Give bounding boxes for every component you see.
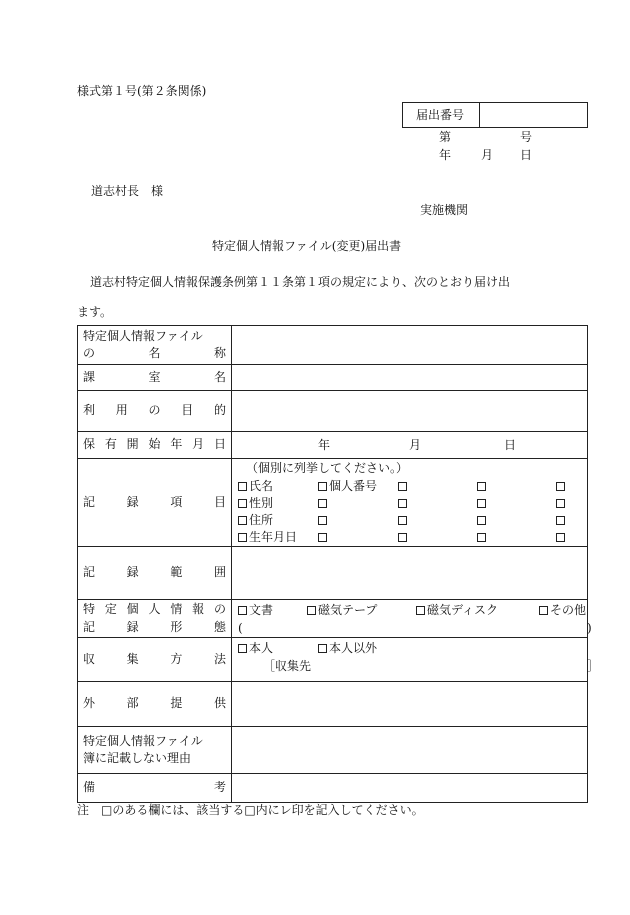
label-file-name xyxy=(78,326,232,365)
record-scope-field[interactable] xyxy=(232,547,588,600)
label-char: の xyxy=(213,602,226,617)
label-file-name-line1: 特定個人情報ファイル xyxy=(83,328,203,343)
checkbox-icon xyxy=(318,533,327,542)
record-item-address-checkbox[interactable] xyxy=(238,514,273,526)
record-item-checkbox[interactable] xyxy=(556,514,567,526)
record-items-note: （個別に列挙してください。） xyxy=(246,461,409,475)
checkbox-icon xyxy=(477,516,486,525)
external-field[interactable] xyxy=(232,682,588,727)
date-year: 年 xyxy=(439,148,452,162)
label-char: 開 xyxy=(126,437,139,452)
label-char: 始 xyxy=(148,437,161,452)
number-suffix: 号 xyxy=(520,130,533,144)
row-collection xyxy=(78,638,588,682)
record-item-label: 氏名 xyxy=(249,479,274,493)
record-item-checkbox[interactable] xyxy=(556,497,567,509)
label-external xyxy=(78,682,232,727)
label-char: の xyxy=(83,346,96,360)
label-char: 称 xyxy=(213,346,226,360)
label-char: 目 xyxy=(181,403,194,418)
label-char: の xyxy=(148,403,161,418)
record-item-name-checkbox[interactable] xyxy=(238,480,273,492)
label-char: 範 xyxy=(170,565,183,580)
checkbox-icon xyxy=(398,516,407,525)
label-char: 名 xyxy=(213,369,226,384)
checkbox-icon xyxy=(318,499,327,508)
intro-line-2: ます。 xyxy=(77,305,113,319)
record-item-checkbox[interactable] xyxy=(477,480,488,492)
record-item-checkbox[interactable] xyxy=(398,531,409,543)
receipt-number-box xyxy=(402,102,588,128)
checkbox-icon xyxy=(318,482,327,491)
checkbox-icon xyxy=(238,533,247,542)
label-purpose xyxy=(78,391,232,432)
label-char: 名 xyxy=(148,346,161,360)
label-char: 法 xyxy=(213,651,226,666)
record-item-checkbox[interactable] xyxy=(556,531,567,543)
collection-field xyxy=(232,638,600,682)
row-record-scope xyxy=(78,547,588,600)
checkbox-icon xyxy=(238,644,247,653)
record-item-checkbox[interactable] xyxy=(318,514,329,526)
option-label: 本人以外 xyxy=(329,641,378,655)
start-date-field[interactable] xyxy=(232,432,588,459)
label-char: 課 xyxy=(83,369,96,384)
label-start-date xyxy=(78,432,232,459)
no-record-reason-field[interactable] xyxy=(232,727,588,774)
label-char: 室 xyxy=(148,369,161,384)
collection-source-label: ［収集先 xyxy=(263,659,312,673)
record-item-checkbox[interactable] xyxy=(477,497,488,509)
collection-source-bracket-close: ］ xyxy=(587,659,600,673)
record-form-disk-checkbox[interactable] xyxy=(416,604,498,616)
date-day: 日 xyxy=(520,148,533,162)
intro-line-1: 道志村特定個人情報保護条例第１１条第１項の規定により、次のとおり届け出 xyxy=(90,275,511,289)
row-purpose xyxy=(78,391,588,432)
label-collection xyxy=(78,638,232,682)
label-char: 囲 xyxy=(213,565,226,580)
label-char: 記 xyxy=(83,565,96,580)
label-file-name-line2 xyxy=(83,345,226,362)
label-char: 用 xyxy=(115,403,128,418)
label-record-form xyxy=(78,600,232,638)
label-char: 情 xyxy=(170,602,183,617)
label-char: 記 xyxy=(83,619,96,634)
remarks-field[interactable] xyxy=(232,774,588,803)
record-items-field xyxy=(232,459,588,547)
checkbox-icon xyxy=(477,499,486,508)
row-section xyxy=(78,365,588,391)
option-label: 本人 xyxy=(249,641,274,655)
row-remarks xyxy=(78,774,588,803)
form-number: 様式第１号(第２条関係) xyxy=(77,84,207,98)
row-no-record-reason xyxy=(78,727,588,774)
record-item-checkbox[interactable] xyxy=(318,531,329,543)
record-item-checkbox[interactable] xyxy=(477,514,488,526)
record-item-label: 生年月日 xyxy=(249,530,298,544)
label-char: 録 xyxy=(126,494,139,509)
checkbox-icon xyxy=(416,606,425,615)
label-char: 月 xyxy=(192,437,205,452)
label-char: 提 xyxy=(170,696,183,711)
checkbox-icon xyxy=(556,533,565,542)
purpose-field[interactable] xyxy=(232,391,588,432)
row-record-items xyxy=(78,459,588,547)
collection-self-checkbox[interactable] xyxy=(238,642,273,654)
label-char: 特 xyxy=(83,602,96,617)
label-char: 項 xyxy=(170,494,183,509)
footnote: 注 □のある欄には、該当する□内にレ印を記入してください。 xyxy=(77,803,424,817)
addressee: 道志村長 様 xyxy=(91,184,164,198)
label-char: 保 xyxy=(83,437,96,452)
row-external xyxy=(78,682,588,727)
record-item-gender-checkbox[interactable] xyxy=(238,497,273,509)
label-no-record-reason-line1: 特定個人情報ファイル xyxy=(83,733,203,748)
label-section xyxy=(78,365,232,391)
label-char: 報 xyxy=(192,602,205,617)
record-form-document-checkbox[interactable] xyxy=(238,604,273,616)
implementer-label: 実施機関 xyxy=(420,203,469,217)
start-date-month: 月 xyxy=(409,438,422,452)
record-item-number-checkbox[interactable] xyxy=(318,480,377,492)
checkbox-icon xyxy=(477,533,486,542)
label-record-items xyxy=(78,459,232,547)
checkbox-icon xyxy=(539,606,548,615)
record-form-tape-checkbox[interactable] xyxy=(307,604,377,616)
checkbox-icon xyxy=(398,482,407,491)
label-char: 録 xyxy=(126,565,139,580)
label-char: 部 xyxy=(126,696,139,711)
label-char: 収 xyxy=(83,651,96,666)
start-date-day: 日 xyxy=(504,438,517,452)
record-item-checkbox[interactable] xyxy=(477,531,488,543)
checkbox-icon xyxy=(556,482,565,491)
label-char: 目 xyxy=(213,494,226,509)
row-file-name xyxy=(78,326,588,365)
record-form-paren-open: ( xyxy=(238,621,243,635)
checkbox-icon xyxy=(556,516,565,525)
date-month: 月 xyxy=(481,148,494,162)
row-start-date xyxy=(78,432,588,459)
checkbox-icon xyxy=(398,533,407,542)
collection-other-checkbox[interactable] xyxy=(318,642,377,654)
checkbox-icon xyxy=(238,482,247,491)
option-label: 文書 xyxy=(249,603,274,617)
start-date-year: 年 xyxy=(318,438,331,452)
label-char: 年 xyxy=(170,437,183,452)
label-char: 録 xyxy=(126,619,139,634)
label-remarks xyxy=(78,774,232,803)
record-form-field xyxy=(232,600,592,638)
record-item-checkbox[interactable] xyxy=(398,497,409,509)
record-item-checkbox[interactable] xyxy=(398,514,409,526)
label-char: 考 xyxy=(213,780,226,795)
label-char: 集 xyxy=(126,651,139,666)
checkbox-icon xyxy=(398,499,407,508)
checkbox-icon xyxy=(238,516,247,525)
option-label: 磁気テープ xyxy=(318,603,378,617)
document-title: 特定個人情報ファイル(変更)届出書 xyxy=(212,239,402,253)
label-record-scope xyxy=(78,547,232,600)
receipt-number-divider xyxy=(479,103,480,127)
label-char: 有 xyxy=(104,437,117,452)
record-item-label: 性別 xyxy=(249,496,274,510)
checkbox-icon xyxy=(556,499,565,508)
checkbox-icon xyxy=(238,606,247,615)
notification-form-table xyxy=(77,325,600,803)
option-label: その他 xyxy=(550,603,587,617)
label-char: 人 xyxy=(148,602,161,617)
label-no-record-reason-line2: 簿に記載しない理由 xyxy=(83,751,192,765)
label-char: 定 xyxy=(104,602,117,617)
label-char: 供 xyxy=(213,696,226,711)
record-item-birthdate-checkbox[interactable] xyxy=(238,531,297,543)
label-char: 記 xyxy=(83,494,96,509)
record-item-checkbox[interactable] xyxy=(556,480,567,492)
record-item-label: 個人番号 xyxy=(329,479,378,493)
option-label: 磁気ディスク xyxy=(427,603,499,617)
checkbox-icon xyxy=(318,516,327,525)
label-char: 方 xyxy=(170,651,183,666)
label-char: 形 xyxy=(170,619,183,634)
record-item-checkbox[interactable] xyxy=(398,480,409,492)
label-char: 的 xyxy=(213,403,226,418)
checkbox-icon xyxy=(307,606,316,615)
label-char: 外 xyxy=(83,696,96,711)
record-item-checkbox[interactable] xyxy=(318,497,329,509)
label-char: 利 xyxy=(83,403,96,418)
label-char: 個 xyxy=(126,602,139,617)
row-record-form xyxy=(78,600,588,638)
checkbox-icon xyxy=(238,499,247,508)
label-no-record-reason xyxy=(78,727,232,774)
label-char: 日 xyxy=(213,437,226,452)
label-char: 態 xyxy=(213,619,226,634)
checkbox-icon xyxy=(477,482,486,491)
record-item-label: 住所 xyxy=(249,513,274,527)
section-field[interactable] xyxy=(232,365,588,391)
record-form-paren-close: ) xyxy=(587,621,592,635)
receipt-number-label: 届出番号 xyxy=(416,108,465,122)
record-form-other-checkbox[interactable] xyxy=(539,604,586,616)
file-name-field[interactable] xyxy=(232,326,588,365)
label-char: 備 xyxy=(83,780,96,795)
number-prefix: 第 xyxy=(439,130,452,144)
checkbox-icon xyxy=(318,644,327,653)
